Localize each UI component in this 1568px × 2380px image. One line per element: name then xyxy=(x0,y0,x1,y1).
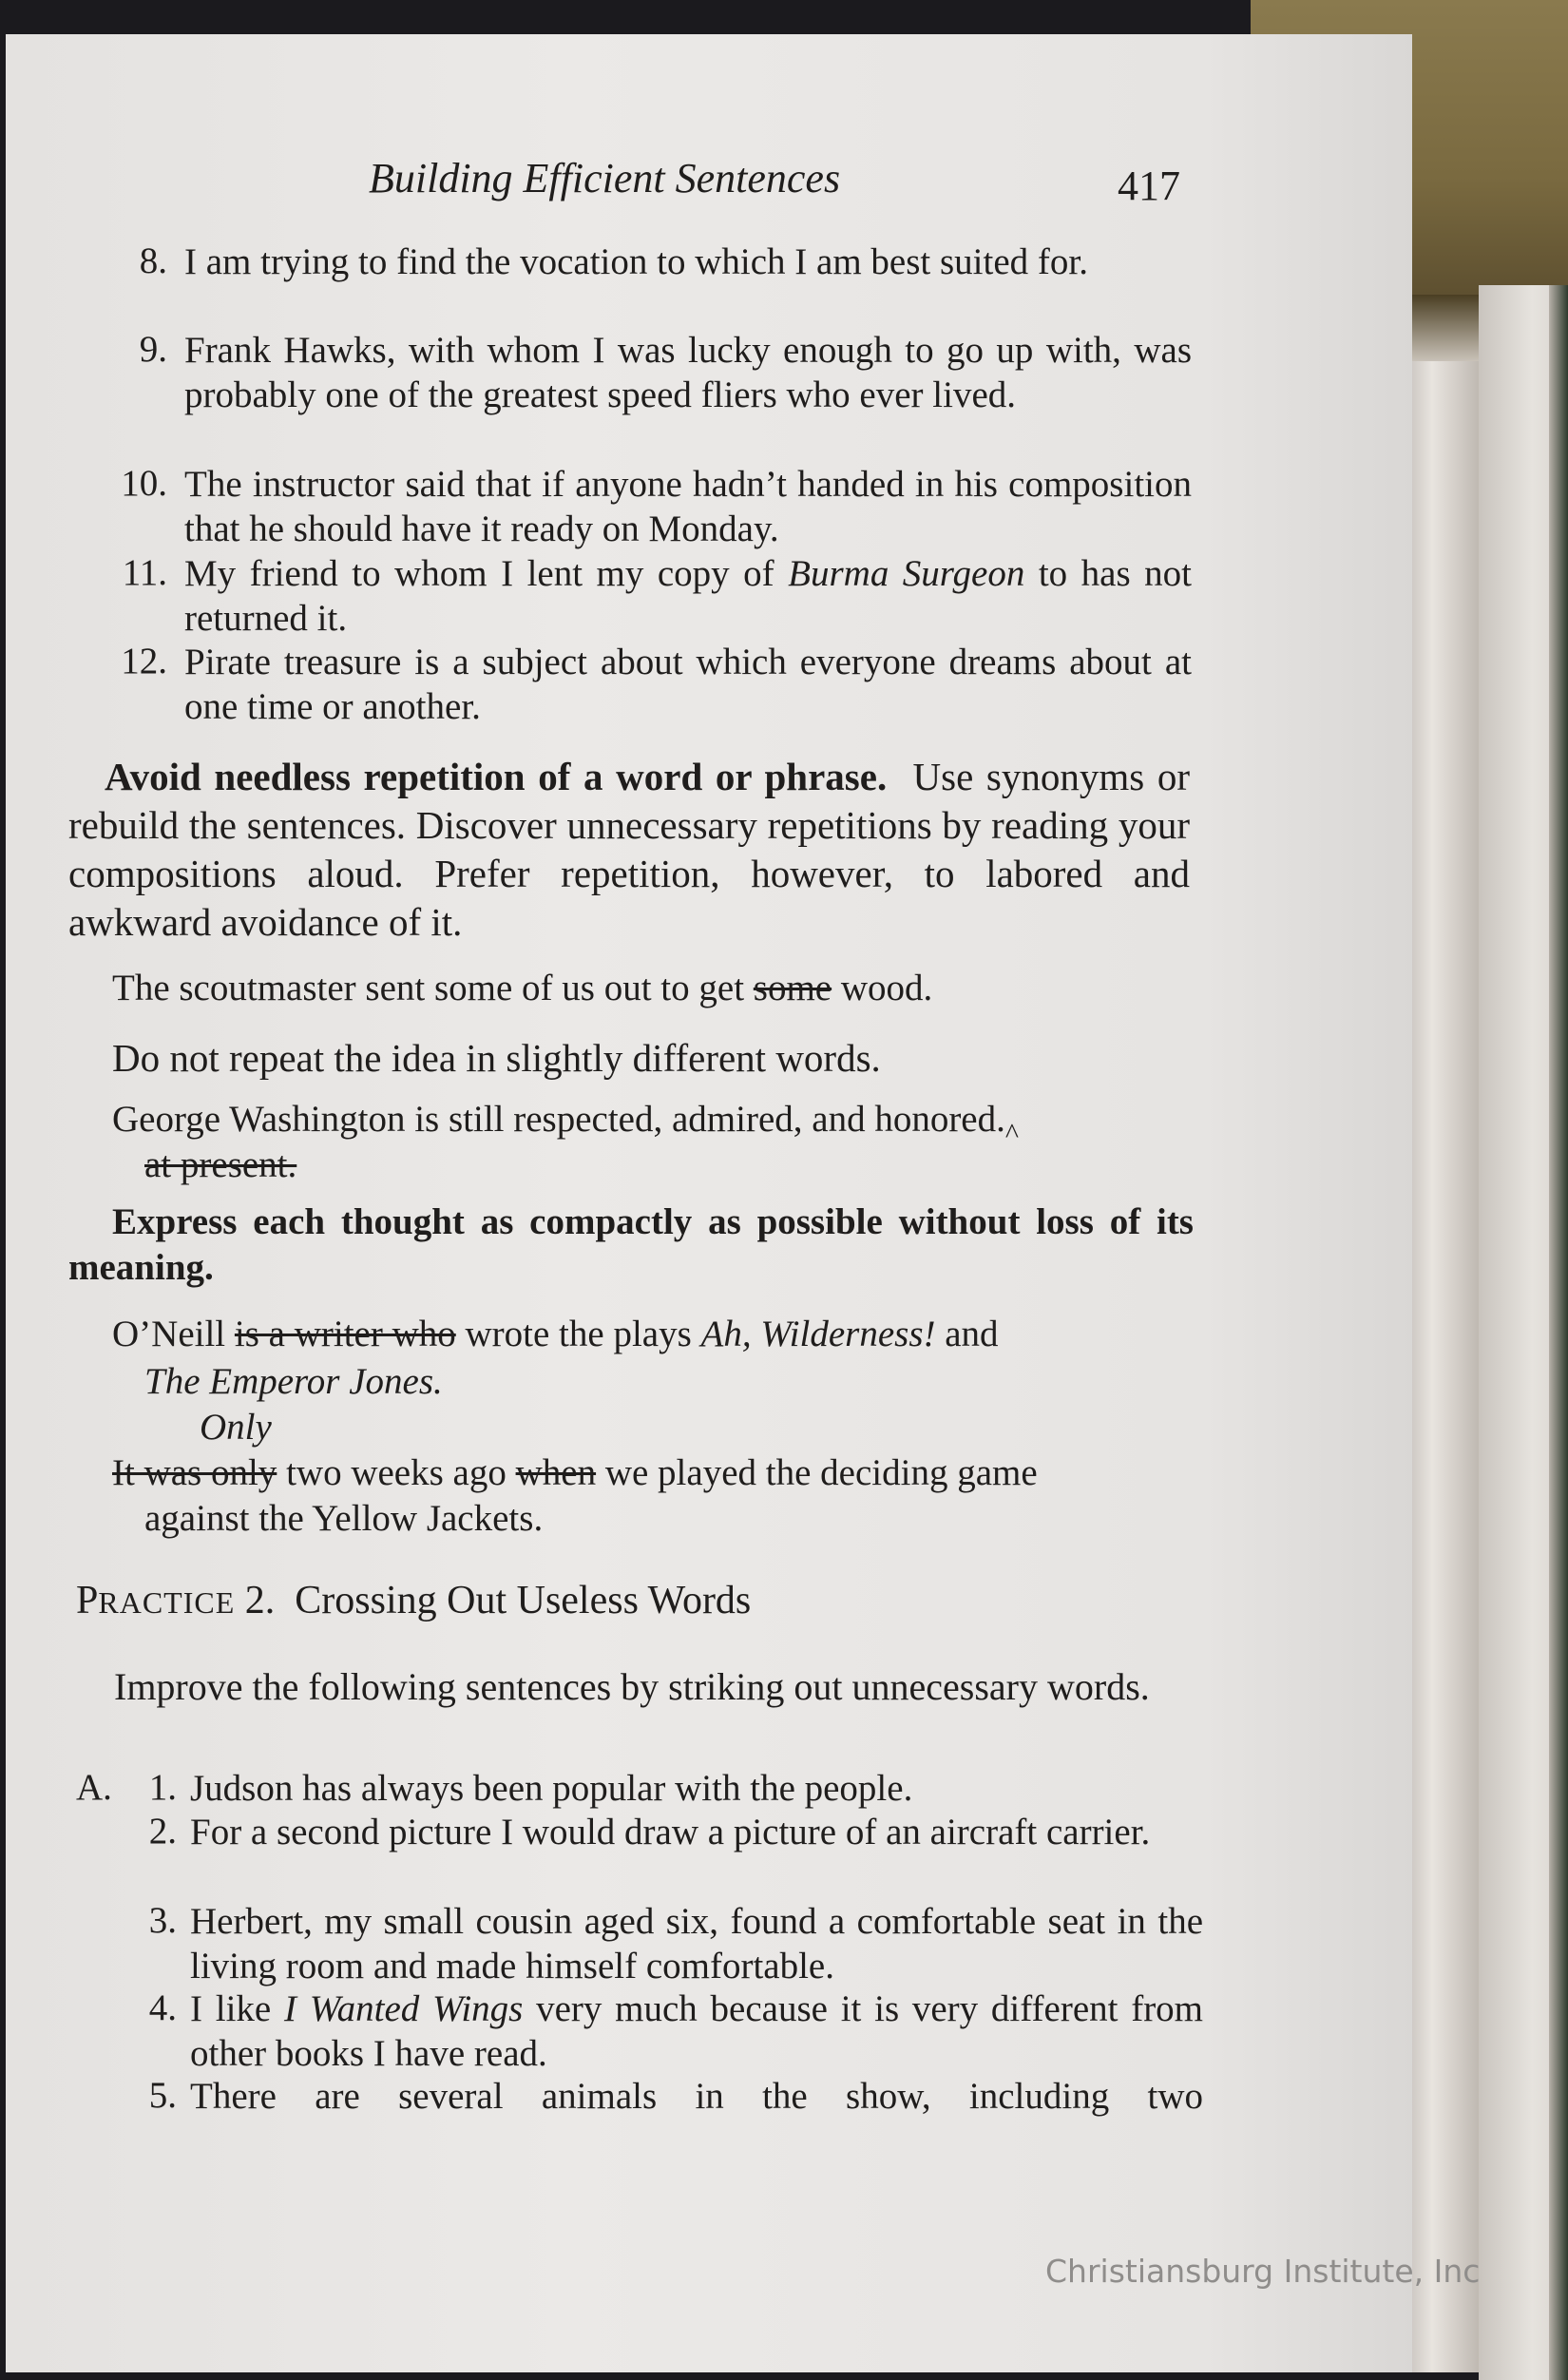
book-title: Burma Surgeon xyxy=(788,553,1025,594)
play-title: Ah, Wilderness! xyxy=(700,1314,936,1354)
list-item: For a second picture I would draw a picture of an aircraft carrier. xyxy=(190,1812,1151,1852)
inserted-word: Only xyxy=(200,1407,272,1448)
list-item xyxy=(190,1987,1203,2076)
example-sentence xyxy=(112,1097,1195,1149)
list-item-number: 8. xyxy=(139,240,167,281)
example-text: against the Yellow Jackets. xyxy=(144,1498,544,1539)
list-item-number: 2. xyxy=(148,1811,177,1852)
list-item-number: 11. xyxy=(122,552,167,593)
list-item: Frank Hawks, with whom I was lucky enough to go up with, was probably one of the greatest speed fliers who ever lived. xyxy=(184,330,1192,415)
struck-word: some xyxy=(753,968,832,1008)
list-item-number: 9. xyxy=(139,329,167,370)
example-sentence xyxy=(112,1450,1214,1496)
item-text-part: I like xyxy=(190,1988,284,2029)
example-text: O’Neill xyxy=(112,1314,235,1354)
rule-heading: Do not repeat the idea in slightly different words. xyxy=(112,1036,881,1080)
practice-title: Crossing Out Useless Words xyxy=(295,1579,752,1622)
list-item: There are several animals in the show, including two xyxy=(190,2076,1203,2117)
struck-phrase: is a writer who xyxy=(234,1314,456,1354)
list-item: Judson has always been popular with the people. xyxy=(190,1768,913,1809)
item-text-part: My friend to whom I lent my copy of xyxy=(184,553,789,594)
rule-body: Use synonyms or rebuild the sentences. Discover unnecessary repetitions by reading your compositions aloud. Prefer repetition, however, to labored and awkward avoidance of it. xyxy=(68,755,1190,944)
page-number: 417 xyxy=(1118,163,1180,209)
example-text: George Washington is still respected, admired, and honored. xyxy=(112,1099,1005,1140)
list-item: I am trying to find the vocation to which I am best suited for. xyxy=(184,241,1088,282)
cover-edge xyxy=(1549,285,1568,2380)
example-text: we played the deciding game xyxy=(596,1452,1038,1493)
struck-word: when xyxy=(515,1452,597,1493)
example-sentence xyxy=(112,966,1195,1011)
example-text: wood. xyxy=(832,968,933,1008)
play-title: The Emperor Jones. xyxy=(144,1361,443,1402)
example-text: two weeks ago xyxy=(277,1452,516,1493)
struck-phrase: It was only xyxy=(112,1452,277,1493)
list-item-number: 12. xyxy=(121,641,167,681)
book-title: I Wanted Wings xyxy=(283,1988,524,2029)
list-item: The instructor said that if anyone hadn’t handed in his composition that he should have it ready on Monday. xyxy=(184,464,1192,549)
list-item: Herbert, my small cousin aged six, found a comfortable seat in the living room and made himself comfortable. xyxy=(190,1901,1203,1987)
practice-heading xyxy=(76,1578,751,1623)
page-edge xyxy=(1412,361,1479,2372)
struck-phrase: at present. xyxy=(144,1144,297,1185)
example-sentence xyxy=(112,1312,1195,1357)
example-text: wrote the plays xyxy=(455,1314,701,1354)
list-item xyxy=(184,551,1192,641)
rule-paragraph xyxy=(68,753,1190,947)
example-text: and xyxy=(935,1314,999,1354)
list-item-number: 10. xyxy=(121,463,167,504)
running-head: Building Efficient Sentences xyxy=(369,155,841,202)
list-item: Pirate treasure is a subject about which everyone dreams about at one time or another. xyxy=(184,642,1192,727)
instructions: Improve the following sentences by striking out unnecessary words. xyxy=(114,1665,1150,1708)
list-item-number: 3. xyxy=(148,1900,177,1941)
list-item-number: 4. xyxy=(148,1987,177,2028)
rule-heading: Avoid needless repetition of a word or phrase. xyxy=(105,755,888,798)
practice-label: P xyxy=(76,1579,99,1622)
practice-number: 2. xyxy=(244,1579,276,1622)
insertion-caret: ^ xyxy=(1004,1118,1019,1149)
section-letter: A. xyxy=(76,1767,112,1808)
example-text: The scoutmaster sent some of us out to get xyxy=(112,968,754,1008)
list-item-number: 5. xyxy=(148,2075,177,2116)
item-text-part: to has not returned it. xyxy=(184,553,1192,639)
practice-label: RACTICE xyxy=(98,1585,236,1620)
list-item-number: 1. xyxy=(148,1767,177,1808)
rule-heading: Express each thought as compactly as possible without loss of its meaning. xyxy=(68,1201,1194,1288)
watermark: Christiansburg Institute, Inc xyxy=(1045,2253,1481,2290)
item-text-part: very much because it is very different from other books I have read. xyxy=(190,1988,1204,2074)
